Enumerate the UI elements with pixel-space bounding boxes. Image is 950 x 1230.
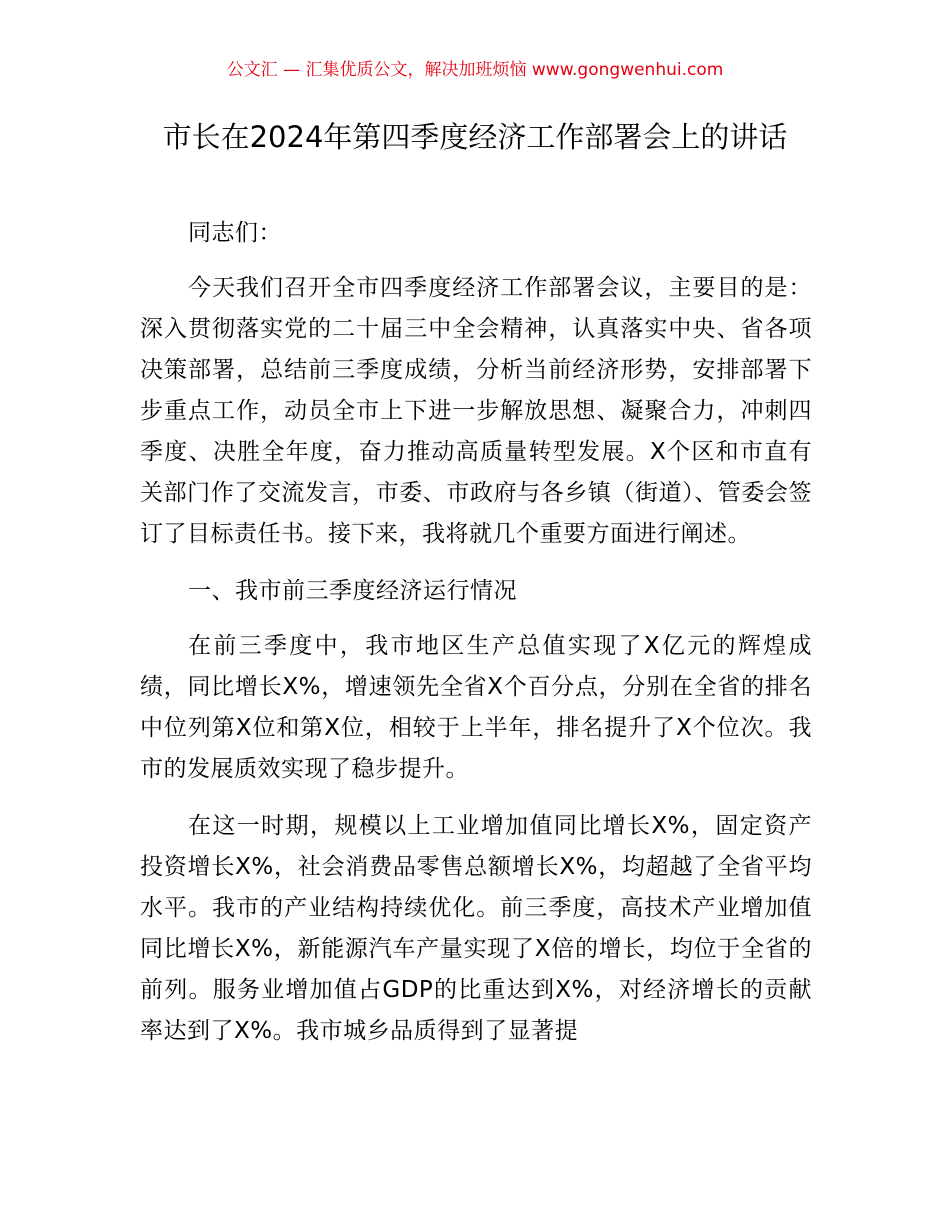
section-heading: 一、我市前三季度经济运行情况: [188, 578, 517, 604]
section-paragraph: 在这一时期，规模以上工业增加值同比增长X%，固定资产投资增长X%，社会消费品零售总额增长X%，均超越了全省平均水平。我市的产业结构持续优化。前三季度，高技术产业增加值同比增长X%，新能源汽车产量实现了X倍的增长，均位于全省的前列。服务业增加值占GDP的比重达到X%，对经济增长的贡献率达到了X%。我市城乡品质得到了显著提: [140, 813, 812, 1044]
document-title: 市长在2024年第四季度经济工作部署会上的讲话: [162, 120, 788, 154]
greeting: 同志们：: [188, 220, 282, 246]
section-paragraph: 在前三季度中，我市地区生产总值实现了X亿元的辉煌成绩，同比增长X%，增速领先全省X个百分点，分别在全省的排名中位列第X位和第X位，相较于上半年，排名提升了X个位次。我市的发展质效实现了稳步提升。: [140, 633, 812, 782]
intro-paragraph: 今天我们召开全市四季度经济工作部署会议，主要目的是：深入贯彻落实党的二十届三中全会精神，认真落实中央、省各项决策部署，总结前三季度成绩，分析当前经济形势，安排部署下步重点工作，动员全市上下进一步解放思想、凝聚合力，冲刺四季度、决胜全年度，奋力推动高质量转型发展。X个区和市直有关部门作了交流发言，市委、市政府与各乡镇（街道）、管委会签订了目标责任书。接下来，我将就几个重要方面进行阐述。: [140, 275, 812, 547]
document-body: [140, 213, 812, 1068]
site-banner: 公文汇 — 汇集优质公文，解决加班烦恼 www.gongwenhui.com: [226, 60, 724, 80]
